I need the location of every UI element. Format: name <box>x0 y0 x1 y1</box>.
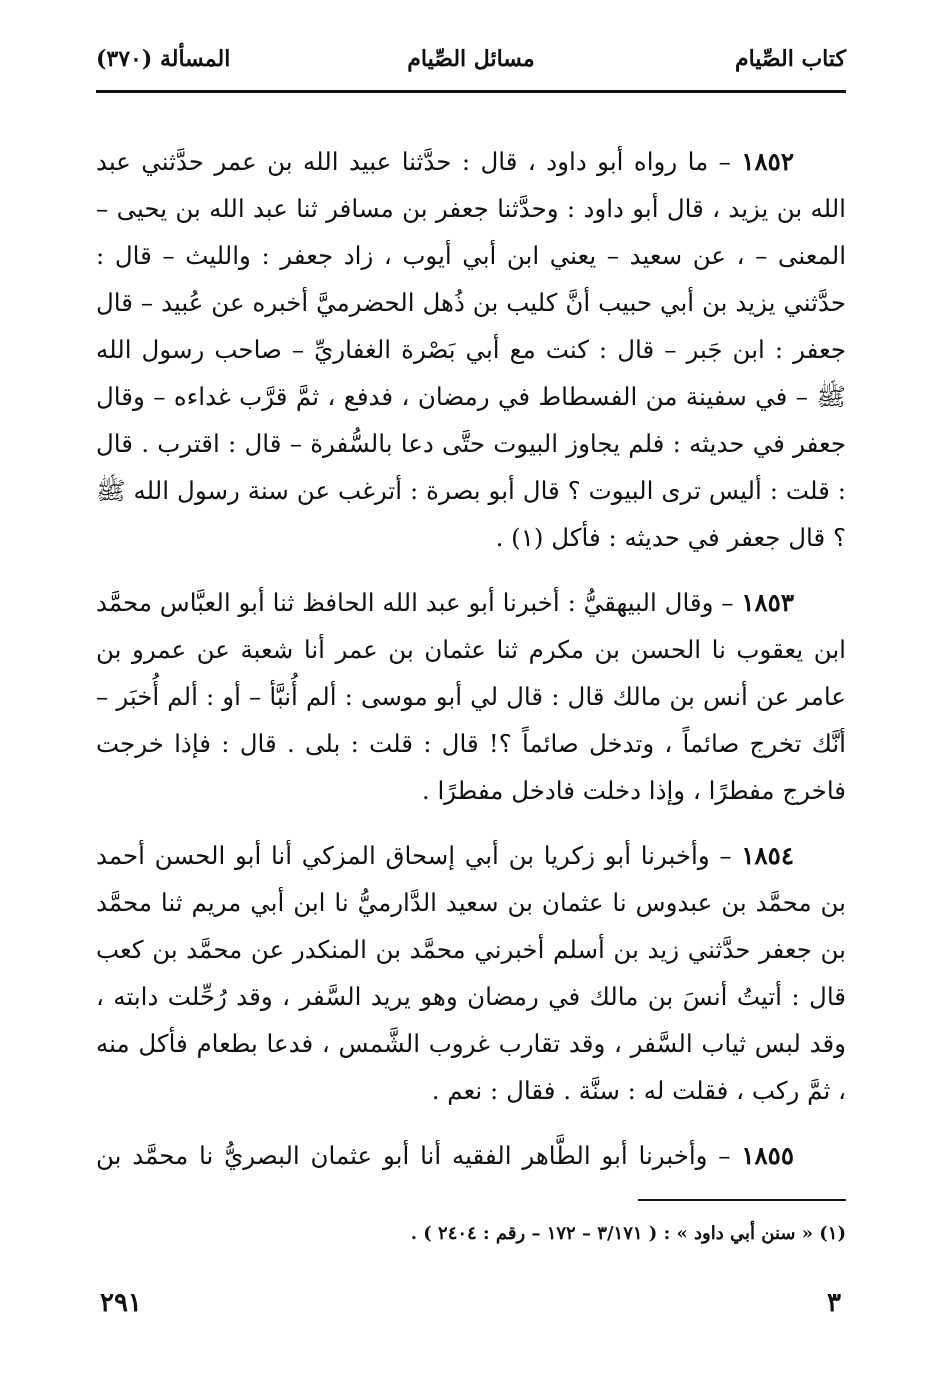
header-divider <box>96 90 846 93</box>
hadith-paragraph <box>96 1132 846 1179</box>
hadith-number: ١٨٥٥ <box>741 1141 794 1170</box>
hadith-number: ١٨٥٢ <box>741 147 794 176</box>
hadith-text: – ما رواه أبو داود ، قال : حدَّثنا عبيد الله بن عمر حدَّثني عبد الله بن يزيد ، قال أبو داود : وحدَّثنا جعفر بن مسافر ثنا عبد الله بن يحيى – المعنى – ، عن سعيد – يعني ابن أبي أيوب ، زاد جعفر : والليث – قال : حدَّثني يزيد بن أبي حبيب أنَّ كليب بن ذُهل الحضرميَّ أخبره عن عُبيد – قال جعفر : ابن جَبر – قال : كنت مع أبي بَصْرة الغفاريِّ – صاحب رسول الله ﷺ – في سفينة من الفسطاط في رمضان ، فدفع ، ثمَّ قرَّب غداءه – وقال جعفر في حديثه : فلم يجاوز البيوت حتَّى دعا بالسُّفرة – قال : اقترب . قال : قلت : أليس ترى البيوت ؟ قال أبو بصرة : أترغب عن سنة رسول الله ﷺ ؟ قال جعفر في حديثه : فأكل (١) . <box>96 147 846 552</box>
hadith-paragraph <box>96 138 846 561</box>
issue-number: المسألة (٣٧٠) <box>96 46 231 72</box>
page-number-left: ٢٩١ <box>100 1288 142 1318</box>
page-number-right: ٣ <box>827 1288 841 1318</box>
hadith-number: ١٨٥٤ <box>741 841 794 870</box>
hadith-text: – وقال البيهقيُّ : أخبرنا أبو عبد الله الحافظ ثنا أبو العبَّاس محمَّد ابن يعقوب نا الحسن بن مكرم ثنا عثمان بن عمر أنا شعبة عن عمرو بن عامر عن أنس بن مالك قال : قال لي أبو موسى : ألم أُنبَّأ – أو : ألم أُخبَر – أنَّك تخرج صائماً ، وتدخل صائماً ؟! قال : قلت : بلى . قال : فإذا خرجت فاخرج مفطرًا ، وإذا دخلت فادخل مفطرًا . <box>96 588 846 805</box>
footnote: (١) « سنن أبي داود » : ( ٣/١٧١ – ١٧٢ – رقم : ٢٤٠٤ ) . <box>410 1223 846 1244</box>
hadith-text: – وأخبرنا أبو زكريا بن أبي إسحاق المزكي أنا أبو الحسن أحمد بن محمَّد بن عبدوس نا عثمان بن سعيد الدَّارميُّ نا ابن أبي مريم ثنا محمَّد بن جعفر حدَّثني زيد بن أسلم أخبرني محمَّد بن المنكدر عن محمَّد بن كعب قال : أتيتُ أنسَ بن مالك في رمضان وهو يريد السَّفر ، وقد رُحِّلت دابته ، وقد لبس ثياب السَّفر ، وقد تقارب غروب الشَّمس ، فدعا بطعام فأكل منه ، ثمَّ ركب ، فقلت له : سنَّة . فقال : نعم . <box>96 841 846 1105</box>
chapter-title: مسائل الصِّيام <box>407 46 535 72</box>
hadith-paragraph <box>96 832 846 1114</box>
hadith-text: – وأخبرنا أبو الطَّاهر الفقيه أنا أبو عثمان البصريُّ نا محمَّد بن <box>96 1141 742 1170</box>
book-section-title: كتاب الصِّيام <box>734 46 846 72</box>
hadith-paragraph <box>96 579 846 814</box>
hadith-number: ١٨٥٣ <box>741 588 794 617</box>
main-text <box>96 138 846 1197</box>
footnote-divider <box>638 1199 846 1201</box>
running-header <box>96 40 846 84</box>
